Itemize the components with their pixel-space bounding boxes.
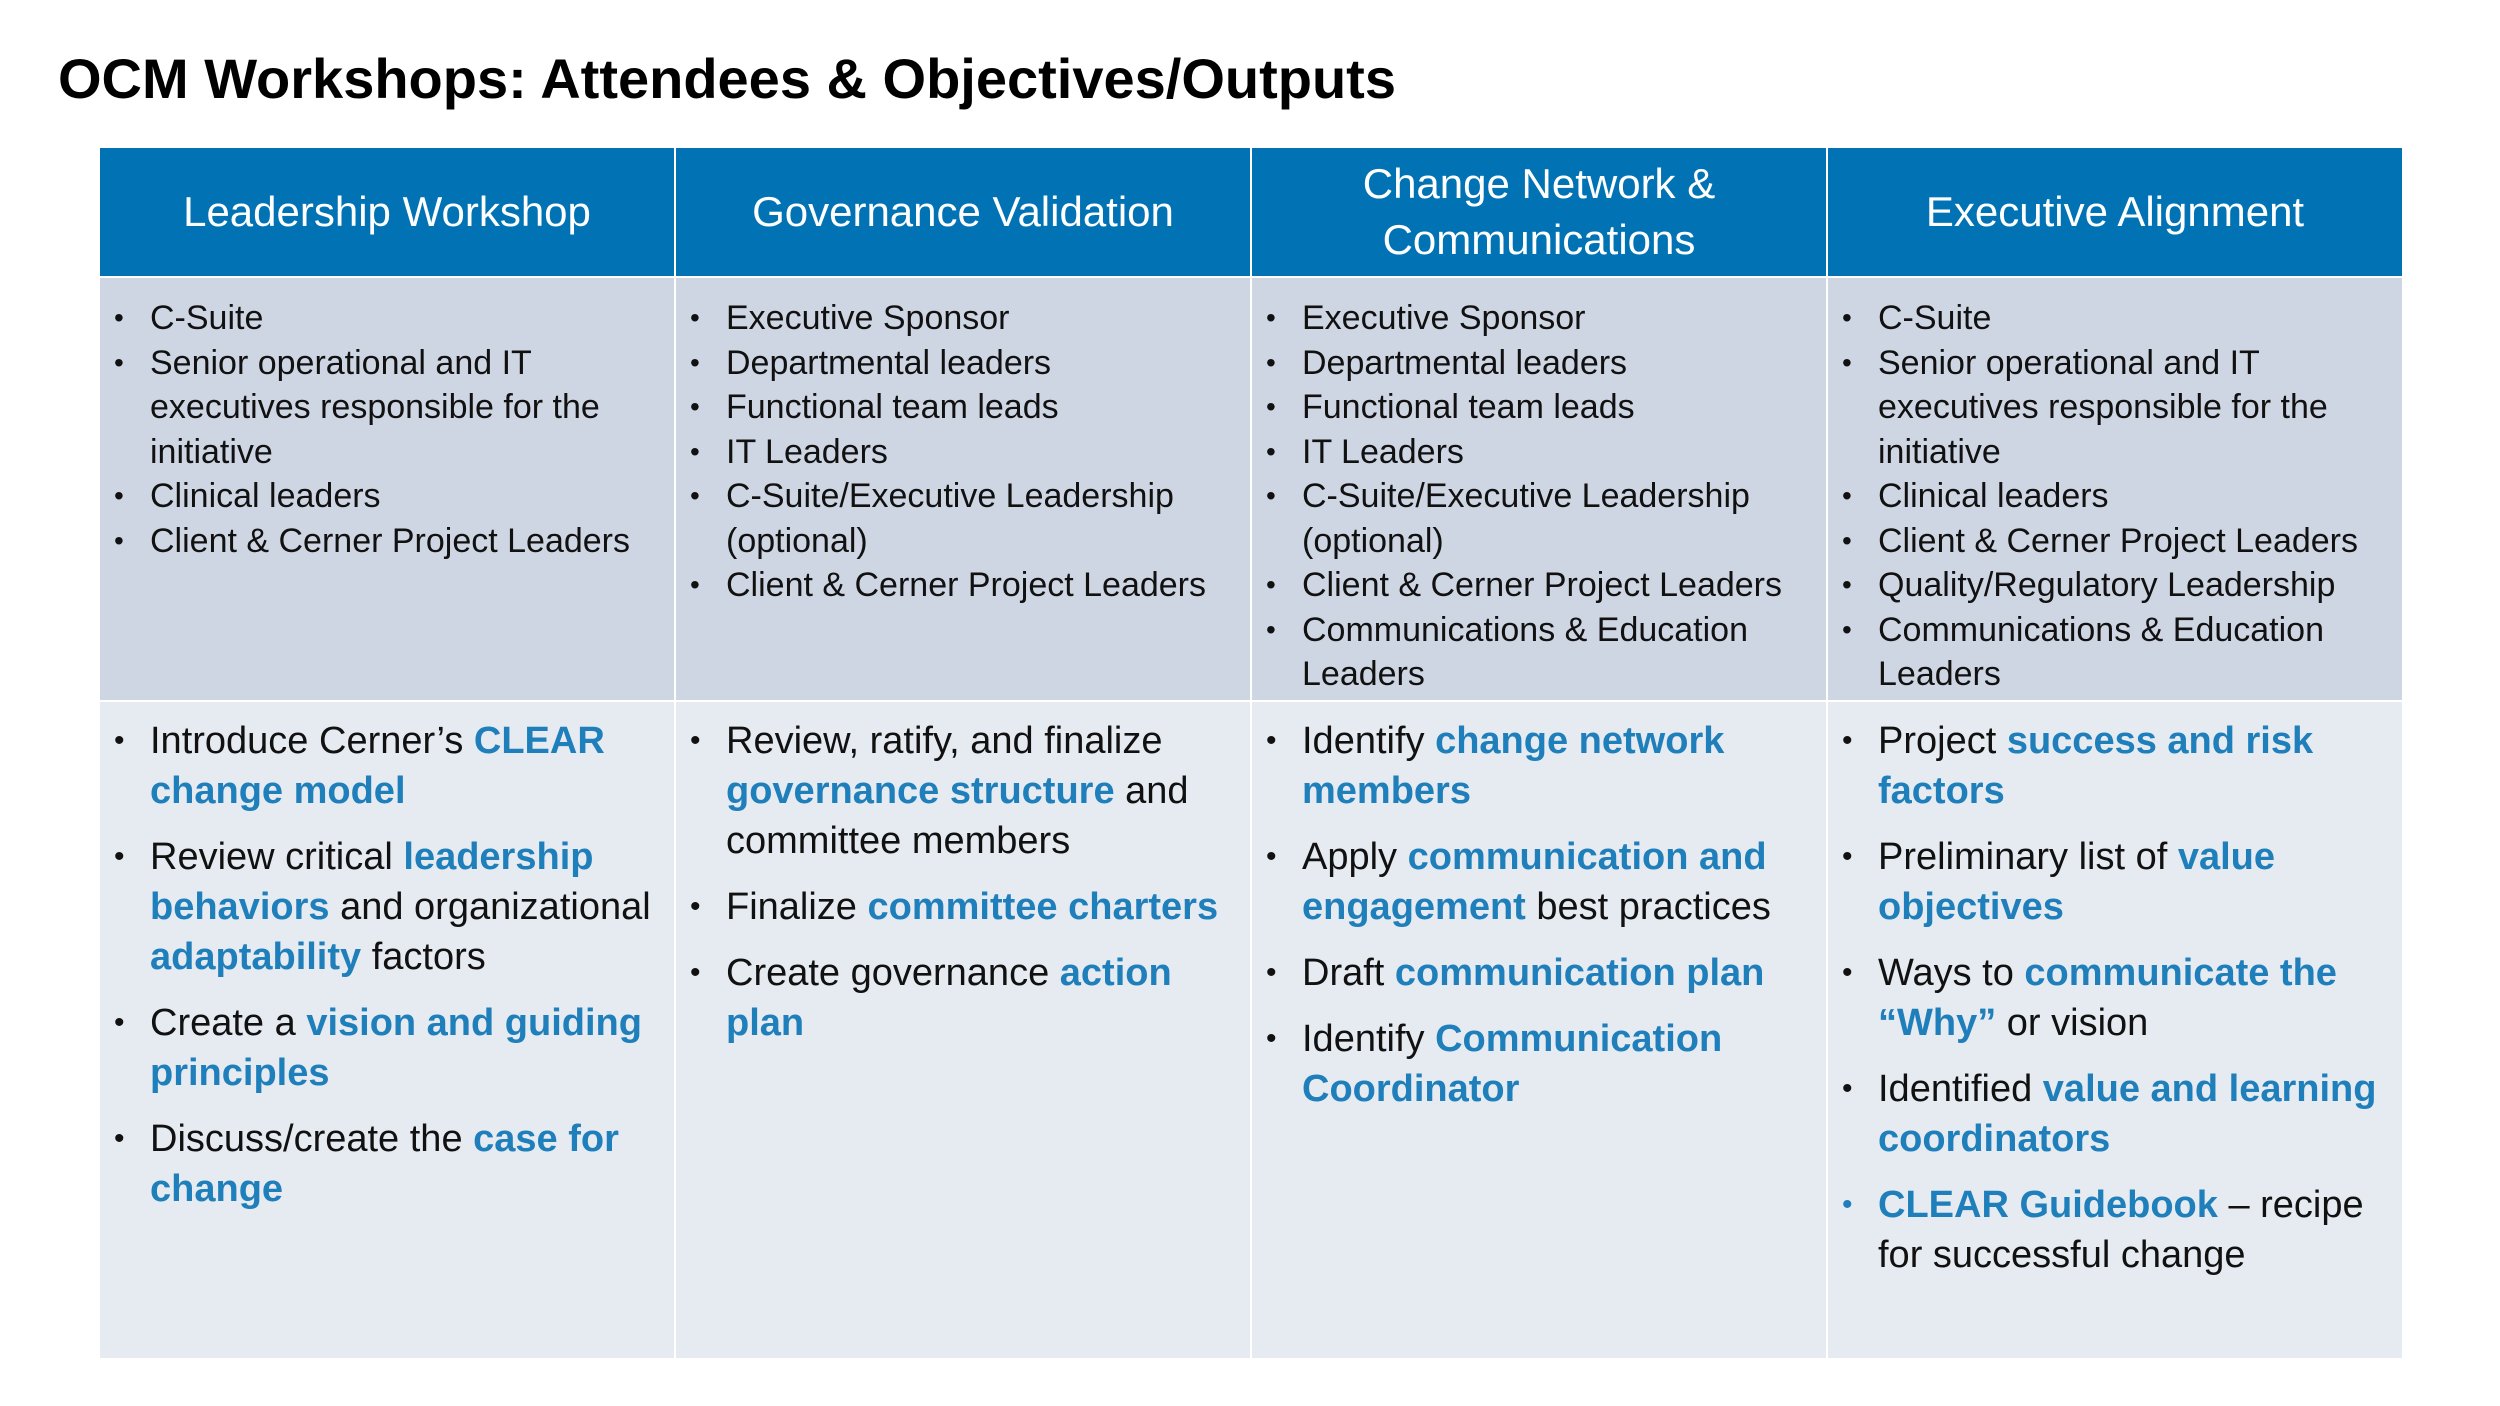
attendee-text: Senior operational and IT executives responsible for the initiative — [1878, 343, 2328, 471]
objective-text: Identify — [1302, 1018, 1436, 1060]
bullet-icon: • — [1842, 524, 1852, 556]
bullet-icon: • — [114, 840, 125, 873]
attendee-text: Quality/Regulatory Leadership — [1878, 566, 2336, 604]
attendee-text: C-Suite/Executive Leadership (optional) — [726, 477, 1174, 560]
attendee-text: Functional team leads — [1302, 388, 1635, 426]
objectives-cell-leadership — [100, 702, 674, 1358]
attendee-text: C-Suite — [1878, 299, 1992, 337]
bullet-icon: • — [1842, 480, 1852, 511]
attendee-text: Departmental leaders — [1302, 343, 1628, 382]
attendees-list — [112, 296, 652, 563]
attendee-item — [1264, 385, 1804, 430]
attendee-text: C-Suite — [150, 299, 264, 337]
attendees-list — [1264, 296, 1804, 697]
attendee-text: Client & Cerner Project Leaders — [726, 566, 1207, 604]
objective-text: Introduce Cerner’s — [150, 720, 474, 762]
objective-item — [1264, 1014, 1804, 1114]
bullet-icon: • — [690, 346, 700, 378]
attendee-text: IT Leaders — [1302, 432, 1464, 471]
bullet-icon: • — [114, 480, 124, 511]
attendee-item — [1264, 430, 1804, 475]
attendee-text: Executive Sponsor — [726, 299, 1010, 337]
bullet-icon: • — [114, 1006, 125, 1039]
bullet-icon: • — [1266, 840, 1277, 873]
objectives-list — [1264, 716, 1804, 1114]
objective-text: Review, ratify, and finalize — [726, 720, 1163, 762]
page-title: OCM Workshops: Attendees & Objectives/Outputs — [58, 47, 1396, 110]
objective-highlight: case for change — [150, 1118, 619, 1210]
objective-text: Discuss/create the — [150, 1118, 474, 1160]
attendee-item — [1840, 296, 2380, 341]
objective-highlight: communicate the “Why” — [1878, 952, 2337, 1044]
objective-highlight: governance structure — [726, 770, 1115, 812]
bullet-icon: • — [1266, 956, 1277, 989]
attendees-list — [1840, 296, 2380, 697]
attendee-item — [1840, 341, 2380, 475]
objective-text: Review critical — [150, 836, 404, 878]
objective-text: – recipe for successful change — [1878, 1184, 2364, 1276]
attendee-text: Executive Sponsor — [1302, 299, 1586, 337]
bullet-icon: • — [114, 524, 124, 556]
bullet-icon: • — [1266, 435, 1276, 467]
objective-item — [112, 832, 652, 982]
objective-highlight: change network members — [1302, 720, 1725, 812]
objective-item — [688, 716, 1228, 866]
objective-highlight: communication plan — [1394, 952, 1765, 994]
objective-text: and organizational — [329, 886, 651, 928]
objectives-list — [1840, 716, 2380, 1280]
attendee-item — [688, 296, 1228, 341]
bullet-icon: • — [690, 569, 700, 600]
bullet-icon: • — [1842, 1072, 1853, 1105]
bullet-icon: • — [1842, 569, 1852, 600]
attendee-item — [688, 430, 1228, 475]
attendee-item — [1264, 608, 1804, 697]
objective-item — [112, 998, 652, 1098]
attendee-text: Departmental leaders — [726, 343, 1052, 382]
attendees-cell-change-network — [1252, 278, 1826, 700]
attendee-text: C-Suite/Executive Leadership (optional) — [1302, 477, 1750, 560]
attendee-text: Functional team leads — [726, 388, 1059, 426]
attendees-cell-governance — [676, 278, 1250, 700]
objective-highlight: leadership behaviors — [150, 836, 594, 928]
attendee-item — [112, 341, 652, 475]
attendee-item — [1264, 296, 1804, 341]
objective-highlight: Communication Coordinator — [1302, 1018, 1723, 1110]
objective-item — [1840, 716, 2380, 816]
objective-text: Apply — [1302, 836, 1408, 878]
objective-text: Identified — [1878, 1068, 2043, 1110]
attendee-item — [1840, 474, 2380, 519]
attendee-item — [1264, 341, 1804, 386]
attendee-item — [688, 385, 1228, 430]
attendee-item — [112, 519, 652, 564]
bullet-icon: • — [1842, 956, 1853, 989]
objective-highlight: action plan — [726, 952, 1172, 1044]
attendee-text: Client & Cerner Project Leaders — [1302, 566, 1783, 604]
bullet-icon: • — [1842, 346, 1852, 378]
attendee-item — [112, 296, 652, 341]
bullet-icon: • — [1266, 346, 1276, 378]
objective-item — [1840, 1180, 2380, 1280]
objective-text: Identify — [1302, 720, 1436, 762]
objectives-list — [112, 716, 652, 1214]
bullet-icon: • — [1842, 302, 1852, 333]
objectives-cell-change-network — [1252, 702, 1826, 1358]
bullet-icon: • — [690, 956, 701, 989]
objective-highlight: committee charters — [867, 886, 1219, 928]
attendee-item — [1264, 474, 1804, 563]
attendee-item — [1264, 563, 1804, 608]
objective-text: or vision — [1996, 1002, 2149, 1044]
bullet-icon: • — [690, 391, 700, 422]
objective-item — [1264, 948, 1804, 998]
attendee-item — [688, 563, 1228, 608]
attendee-text: Communications & Education Leaders — [1302, 610, 1749, 693]
objective-text: and committee members — [726, 770, 1189, 862]
objective-item — [1264, 716, 1804, 816]
bullet-icon: • — [114, 724, 125, 757]
bullet-icon: • — [1266, 1022, 1277, 1055]
bullet-icon: • — [690, 890, 701, 923]
attendees-cell-leadership — [100, 278, 674, 700]
objectives-cell-governance — [676, 702, 1250, 1358]
bullet-icon: • — [1842, 724, 1853, 757]
objective-highlight: value objectives — [1878, 836, 2276, 928]
bullet-icon: • — [690, 480, 700, 511]
bullet-icon: • — [690, 435, 700, 467]
workshop-table — [100, 148, 2402, 1360]
objectives-list — [688, 716, 1228, 1048]
objective-highlight: communication and engagement — [1302, 836, 1767, 928]
bullet-icon: • — [690, 724, 701, 757]
objective-item — [112, 716, 652, 816]
attendee-text: Client & Cerner Project Leaders — [1878, 521, 2359, 560]
objective-highlight: vision and guiding principles — [150, 1002, 642, 1094]
bullet-icon: • — [114, 302, 124, 333]
attendee-item — [688, 474, 1228, 563]
objectives-cell-executive — [1828, 702, 2402, 1358]
objective-highlight: adaptability — [150, 936, 362, 978]
bullet-icon: • — [1266, 480, 1276, 511]
objective-highlight: value and learning coordinators — [1878, 1068, 2377, 1160]
objective-text: factors — [361, 936, 486, 978]
bullet-icon: • — [114, 346, 124, 378]
bullet-icon: • — [1842, 1188, 1853, 1221]
objective-text: best practices — [1525, 886, 1771, 928]
bullet-icon: • — [1842, 613, 1852, 645]
objective-item — [1840, 832, 2380, 932]
objective-item — [688, 882, 1228, 932]
attendee-item — [688, 341, 1228, 386]
bullet-icon: • — [1266, 613, 1276, 645]
objective-text: Preliminary list of — [1878, 836, 2178, 878]
header-executive-alignment: Executive Alignment — [1828, 148, 2402, 276]
bullet-icon: • — [690, 302, 700, 333]
bullet-icon: • — [1266, 724, 1277, 757]
objective-text: Ways to — [1878, 952, 2025, 994]
objective-highlight: CLEAR Guidebook — [1878, 1184, 2218, 1226]
objective-text: Project — [1878, 720, 2007, 762]
objective-item — [1840, 1064, 2380, 1164]
objective-text: Create a — [150, 1002, 307, 1044]
objective-text: Finalize — [726, 886, 868, 928]
attendee-text: Client & Cerner Project Leaders — [150, 521, 631, 560]
attendee-text: IT Leaders — [726, 432, 888, 471]
bullet-icon: • — [1266, 391, 1276, 422]
attendee-item — [1840, 519, 2380, 564]
bullet-icon: • — [1266, 569, 1276, 600]
header-governance-validation: Governance Validation — [676, 148, 1250, 276]
attendee-text: Clinical leaders — [150, 477, 381, 515]
attendee-text: Senior operational and IT executives responsible for the initiative — [150, 343, 600, 471]
attendee-item — [1840, 608, 2380, 697]
attendee-item — [1840, 563, 2380, 608]
bullet-icon: • — [1842, 840, 1853, 873]
attendees-list — [688, 296, 1228, 608]
attendee-text: Communications & Education Leaders — [1878, 610, 2325, 693]
objective-text: Create governance — [726, 952, 1060, 994]
attendee-text: Clinical leaders — [1878, 477, 2109, 515]
header-change-network: Change Network & Communications — [1252, 148, 1826, 276]
bullet-icon: • — [114, 1122, 125, 1155]
attendees-cell-executive — [1828, 278, 2402, 700]
objective-text: Draft — [1302, 952, 1395, 994]
header-leadership-workshop: Leadership Workshop — [100, 148, 674, 276]
objective-item — [1264, 832, 1804, 932]
bullet-icon: • — [1266, 302, 1276, 333]
objective-highlight: CLEAR change model — [150, 720, 605, 812]
objective-item — [112, 1114, 652, 1214]
objective-item — [1840, 948, 2380, 1048]
objective-item — [688, 948, 1228, 1048]
objective-highlight: success and risk factors — [1878, 720, 2314, 812]
attendee-item — [112, 474, 652, 519]
